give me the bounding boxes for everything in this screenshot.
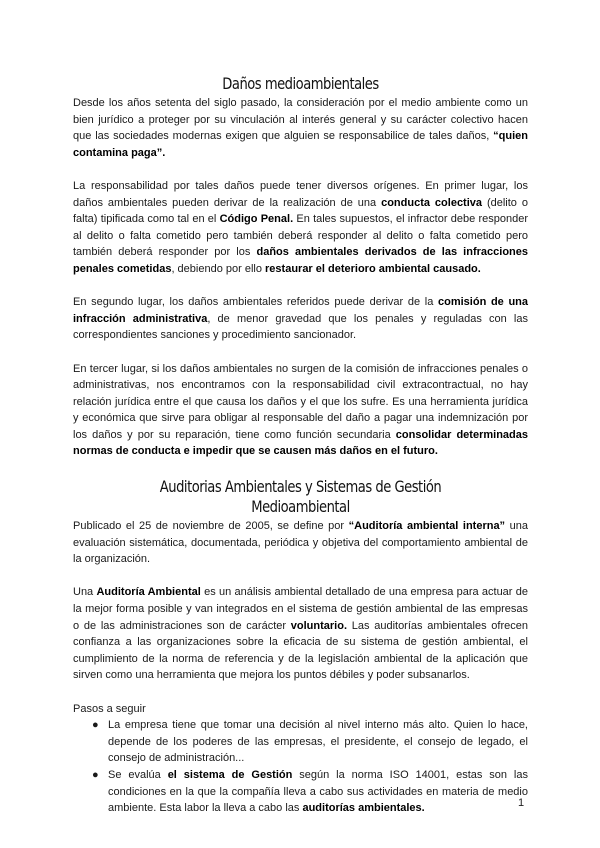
paragraph-segundo-lugar — [73, 294, 528, 344]
bold-text: restaurar el deterioro ambiental causado. — [265, 262, 481, 275]
text: una evaluación sistemática, documentada, periódica y objetiva del comportamiento ambiental de la organización. — [73, 520, 528, 566]
bold-text: auditorías ambientales. — [302, 802, 425, 815]
bold-text: “quien contamina paga”. — [73, 130, 528, 159]
bold-text: conducta colectiva — [381, 196, 483, 209]
paragraph-auditoria-ambiental — [73, 584, 528, 684]
text: Las auditorías ambientales ofrecen confianza a las organizaciones sobre la eficacia de su sistema de gestión ambiental, el cumplimiento de la norma de referencia y de la legislación ambiental de la aplicación que sirven como una herramienta que mejora los puntos débiles y poder subsanarlos. — [73, 619, 528, 682]
list-item — [92, 767, 528, 817]
text: La empresa tiene que tomar una decisión al nivel interno más alto. Quien lo hace, depende de los poderes de las empresas, el presidente, el consejo de legado, el consejo de administración... — [108, 719, 528, 765]
bold-text: daños ambientales derivados de las infracciones penales cometidas — [73, 246, 528, 275]
text: , de menor gravedad que los penales y reguladas con las correspondientes sanciones y procedimiento sancionador. — [73, 312, 528, 342]
bold-text: comisión de una infracción administrativa — [73, 296, 529, 325]
bold-text: Código Penal. — [219, 213, 294, 226]
paragraph-responsabilidad — [73, 178, 528, 278]
text: (delito o falta) tipificada como tal en el — [73, 196, 528, 226]
paragraph-publicado — [73, 518, 528, 568]
bold-text: consolidar determinadas normas de conducta e impedir que se causen más daños en el futuro. — [73, 428, 528, 458]
steps-label: Pasos a seguir — [73, 702, 146, 715]
text: Se evalúa — [108, 768, 168, 781]
list-item — [92, 717, 528, 767]
section-title-auditorias: Auditorias Ambientales y Sistemas de Gestión Medioambiental — [159, 477, 442, 517]
bullet-icon: ● — [92, 768, 99, 781]
text: En segundo lugar, los daños ambientales referidos puede derivar de la — [73, 296, 438, 309]
bold-text: el sistema de Gestión — [167, 768, 293, 781]
paragraph-intro — [73, 95, 528, 161]
document-page — [73, 74, 528, 817]
text: Una — [73, 586, 97, 599]
page-number: 1 — [518, 797, 525, 809]
text: En tales supuestos, el infractor debe responder al delito o falta cometido pero también deberá responder al delito o falta cometido pero también deberá responder por los — [73, 213, 528, 259]
bullet-icon: ● — [92, 719, 99, 732]
steps-list — [73, 717, 528, 817]
text: Desde los años setenta del siglo pasado, la consideración por el medio ambiente como un bien jurídico a proteger por su vinculación al interés general y su carácter colectivo hacen que las sociedades modernas exigen que alguien se responsabilice de tales daños, — [73, 97, 528, 143]
bold-text: “Auditoría ambiental interna” — [348, 520, 506, 533]
section-title-danos: Daños medioambientales — [222, 74, 379, 93]
text: La responsabilidad por tales daños puede tener diversos orígenes. En primer lugar, los daños ambientales pueden derivar de la realización de una — [73, 179, 528, 209]
text: es un análisis ambiental detallado de una empresa para actuar de la mejor forma posible y van integrados en el sistema de gestión ambiental de las empresas o de las administraciones son de carácter — [73, 586, 528, 632]
bold-text: Auditoría Ambiental — [96, 586, 201, 599]
text: , debiendo por ello — [171, 262, 266, 275]
bold-text: voluntario. — [290, 619, 348, 632]
text: Publicado el 25 de noviembre de 2005, se define por — [73, 520, 349, 533]
text: En tercer lugar, si los daños ambientales no surgen de la comisión de infracciones penales o administrativas, nos encontramos con la responsabilidad civil extracontractual, no hay relación jurídica entre el que causa los daños y el que los sufre. Es una herramienta jurídica y económica que sirve para obligar al responsable del daño a pagar una indemnización por los daños y por su reparación, tiene como función secundaria — [73, 362, 528, 441]
text: según la norma ISO 14001, estas son las condiciones en la que la compañía lleva a cabo sus actividades en materia de medio ambiente. Esta labor la lleva a cabo las — [108, 768, 528, 815]
paragraph-tercer-lugar — [73, 361, 528, 461]
